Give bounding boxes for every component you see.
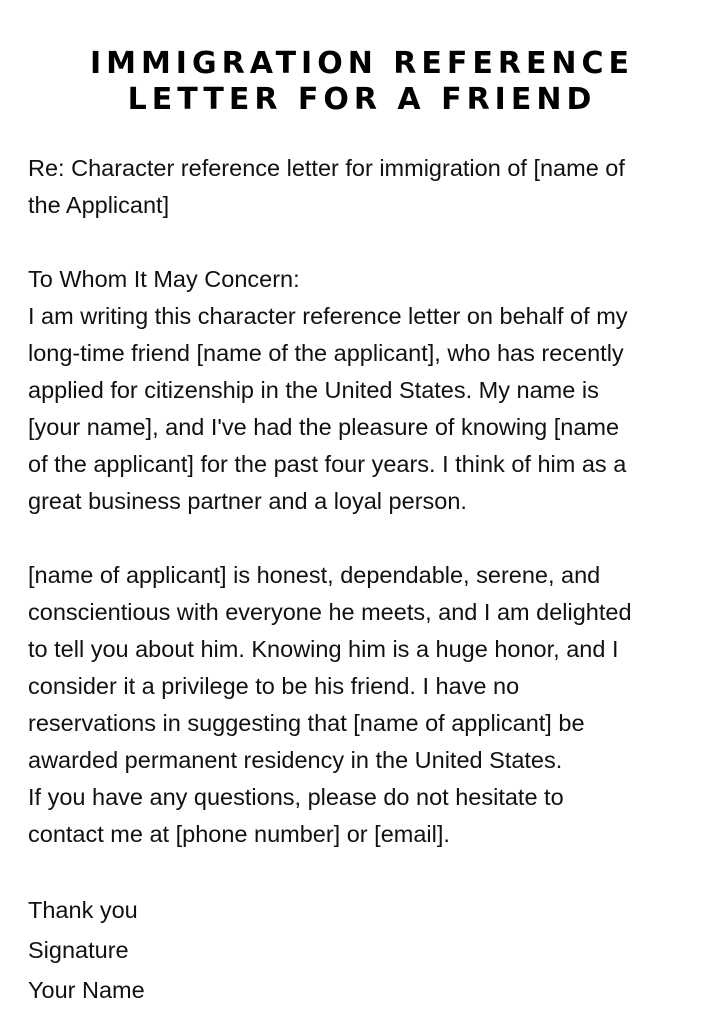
text-line: contact me at [phone number] or [email]. [28,821,450,847]
closing-signature: Signature [28,937,129,963]
document-title [0,46,724,118]
text-line: to tell you about him. Knowing him is a huge honor, and I [28,636,619,662]
text-line: I am writing this character reference letter on behalf of my [28,303,628,329]
text-line: If you have any questions, please do not hesitate to [28,784,564,810]
text-line: long-time friend [name of the applicant], who has recently [28,340,624,366]
text-line: of the applicant] for the past four years. I think of him as a [28,451,627,477]
text-line: conscientious with everyone he meets, and I am delighted [28,599,632,625]
closing-thanks: Thank you [28,897,138,923]
text-line: applied for citizenship in the United States. My name is [28,377,599,403]
text-line: awarded permanent residency in the United States. [28,747,563,773]
salutation: To Whom It May Concern: [28,266,300,292]
title-line: IMMIGRATION REFERENCE [89,46,635,81]
text-line: consider it a privilege to be his friend. I have no [28,673,520,699]
closing [28,890,718,1010]
text-line: reservations in suggesting that [name of applicant] be [28,710,585,736]
text-line: the Applicant] [28,192,170,218]
text-line: great business partner and a loyal person. [28,488,467,514]
subject-line [28,150,718,224]
letter-body [28,150,718,1010]
paragraph-1 [28,261,718,520]
paragraph-2 [28,557,718,853]
text-line: [your name], and I've had the pleasure of knowing [name [28,414,620,440]
title-line: LETTER FOR A FRIEND [127,82,597,117]
text-line: [name of applicant] is honest, dependable, serene, and [28,562,601,588]
closing-name: Your Name [28,977,145,1003]
text-line: Re: Character reference letter for immigration of [name of [28,155,625,181]
